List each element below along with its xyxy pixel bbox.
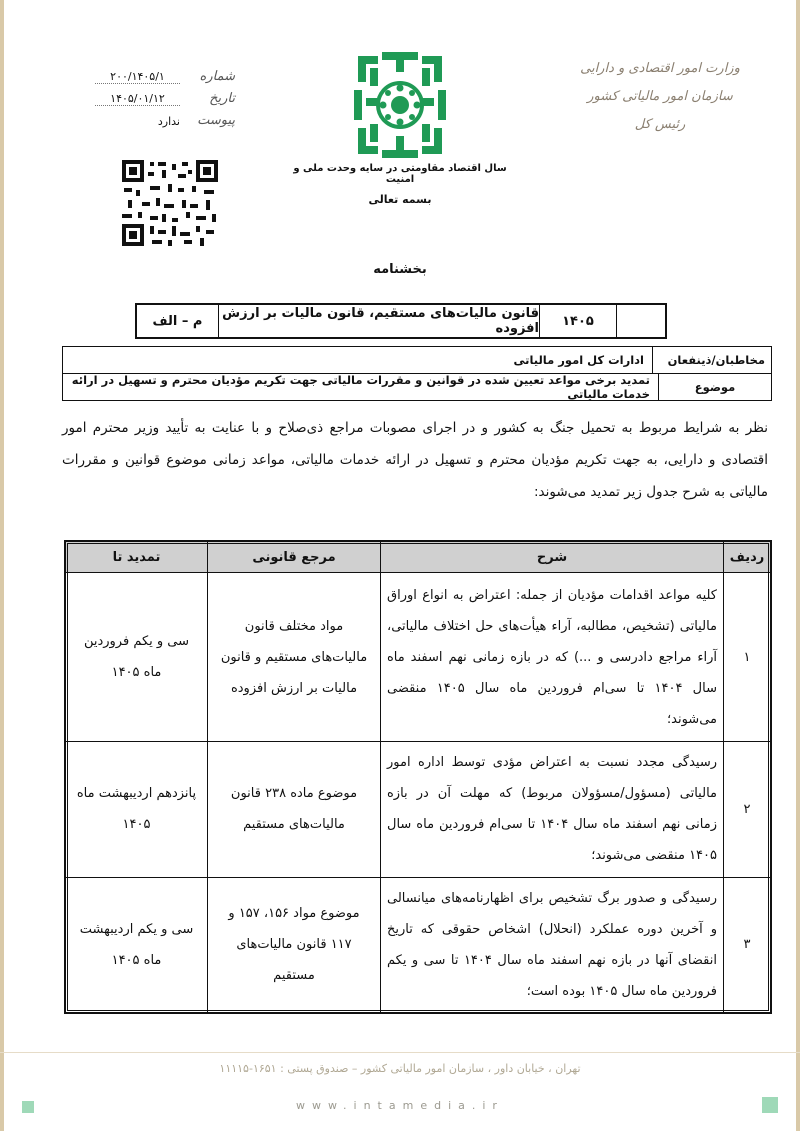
- date-row: [95, 84, 235, 106]
- ministry-header: [560, 55, 760, 139]
- audience-label: مخاطبان/ذینفعان: [652, 347, 771, 373]
- attachment-value: ندارد: [157, 115, 180, 128]
- audience-row: [63, 347, 771, 374]
- number-label: شماره: [199, 69, 235, 84]
- date-value: ۱۴۰۵/۰۱/۱۲: [95, 92, 180, 106]
- subject-row: [63, 374, 771, 400]
- extension-table: [64, 540, 772, 1014]
- number-row: [95, 62, 235, 84]
- reference-box: [135, 303, 667, 339]
- reference-code: م – الف: [152, 313, 203, 329]
- footer-address: تهران ، خیابان داور ، سازمان امور مالیاتی کشور – صندوق پستی : ۱۶۵۱-۱۱۱۱۵: [219, 1062, 581, 1075]
- basmala: بسمه تعالی: [368, 193, 432, 206]
- qr-code: [122, 160, 218, 246]
- document-type-title: بخشنامه: [373, 262, 427, 277]
- body-paragraph: نظر به شرایط مربوط به تحمیل جنگ به کشور و در اجرای مصوبات مراجع ذی‌صلاح و با عنایت به تأیید وزیر محترم امور اقتصادی و دارایی، به جهت تکریم مؤدیان محترم و تسهیل در ارائه خدمات مالیاتی، مواعد زمانی موضوع قوانین و مقررات مالیاتی به شرح جدول زیر تمدید می‌شوند:: [62, 420, 768, 500]
- table-row: [66, 573, 771, 742]
- audience-value: ادارات کل امور مالیاتی: [513, 353, 644, 367]
- reference-blank-cell: [616, 305, 665, 337]
- table-row: [66, 742, 771, 877]
- header-extended-until: تمدید تا: [66, 542, 208, 573]
- footer-website: www.intamedia.ir: [296, 1099, 504, 1112]
- row-legal-reference: موضوع ماده ۲۳۸ قانون مالیات‌های مستقیم: [208, 742, 381, 877]
- letter-metadata: [95, 62, 235, 128]
- tax-organization-logo: [352, 50, 448, 160]
- row-number: ۲: [724, 742, 771, 877]
- table-row: [66, 877, 771, 1012]
- row-number: ۳: [724, 877, 771, 1012]
- page-border-left: [0, 0, 4, 1131]
- number-value: ۲۰۰/۱۴۰۵/۱: [95, 70, 180, 84]
- position-line: رئیس کل: [634, 117, 686, 132]
- table-header-row: [66, 542, 771, 573]
- row-description: رسیدگی مجدد نسبت به اعتراض مؤدی توسط اداره امور مالیاتی (مسؤول/مسؤولان مربوط) که مهلت آن در بازه زمانی نهم اسفند ماه سال ۱۴۰۴ تا سی‌ام فروردین ماه سال ۱۴۰۵ منقضی می‌شوند؛: [381, 742, 724, 877]
- corner-square-left: [22, 1101, 34, 1113]
- footer-divider: [0, 1052, 800, 1053]
- row-extended-until: سی و یکم اردیبهشت ماه ۱۴۰۵: [66, 877, 208, 1012]
- row-extended-until: سی و یکم فروردین ماه ۱۴۰۵: [66, 573, 208, 742]
- row-description: کلیه مواعد اقدامات مؤدیان از جمله: اعتراض به انواع اوراق مالیاتی (تشخیص، مطالبه، آراء هیأت‌های حل اختلاف مالیاتی، آراء مراجع دادرسی و ...) که در بازه زمانی نهم اسفند ماه سال ۱۴۰۴ تا سی‌ام فروردین ماه سال ۱۴۰۵ منقضی می‌شوند؛: [381, 573, 724, 742]
- corner-square-right: [762, 1097, 778, 1113]
- year-slogan: سال اقتصاد مقاومتی در سایه وحدت ملی و امنیت: [293, 163, 507, 185]
- date-label: تاریخ: [209, 91, 235, 106]
- header-row-number: ردیف: [724, 542, 771, 573]
- row-legal-reference: موضوع مواد ۱۵۶، ۱۵۷ و ۱۱۷ قانون مالیات‌های مستقیم: [208, 877, 381, 1012]
- reference-year: ۱۴۰۵: [539, 305, 616, 337]
- row-description: رسیدگی و صدور برگ تشخیص برای اظهارنامه‌های میانسالی و آخرین دوره عملکرد (انحلال) اشخاص حقوقی که تاریخ انقضای آنها در بازه نهم اسفند ماه سال ۱۴۰۴ تا سی و یکم فروردین ماه سال ۱۴۰۵ بوده است؛: [381, 877, 724, 1012]
- subject-value: تمدید برخی مواعد تعیین شده در قوانین و مقررات مالیاتی جهت تکریم مؤدیان محترم و تسهیل در ارائه خدمات مالیاتی: [71, 373, 650, 401]
- organization-line: سازمان امور مالیاتی کشور: [587, 89, 733, 104]
- header-legal-reference: مرجع قانونی: [208, 542, 381, 573]
- row-legal-reference: مواد مختلف قانون مالیات‌های مستقیم و قانون مالیات بر ارزش افزوده: [208, 573, 381, 742]
- row-number: ۱: [724, 573, 771, 742]
- page-border-right: [796, 0, 800, 1131]
- attachment-label: پیوست: [197, 113, 235, 128]
- header-description: شرح: [381, 542, 724, 573]
- subject-table: [62, 346, 772, 401]
- attachment-row: [95, 106, 235, 128]
- row-extended-until: پانزدهم اردیبهشت ماه ۱۴۰۵: [66, 742, 208, 877]
- ministry-line: وزارت امور اقتصادی و دارایی: [580, 61, 740, 76]
- subject-label: موضوع: [658, 374, 771, 400]
- reference-law: قانون مالیات‌های مستقیم، قانون مالیات بر ارزش افزوده: [218, 305, 539, 337]
